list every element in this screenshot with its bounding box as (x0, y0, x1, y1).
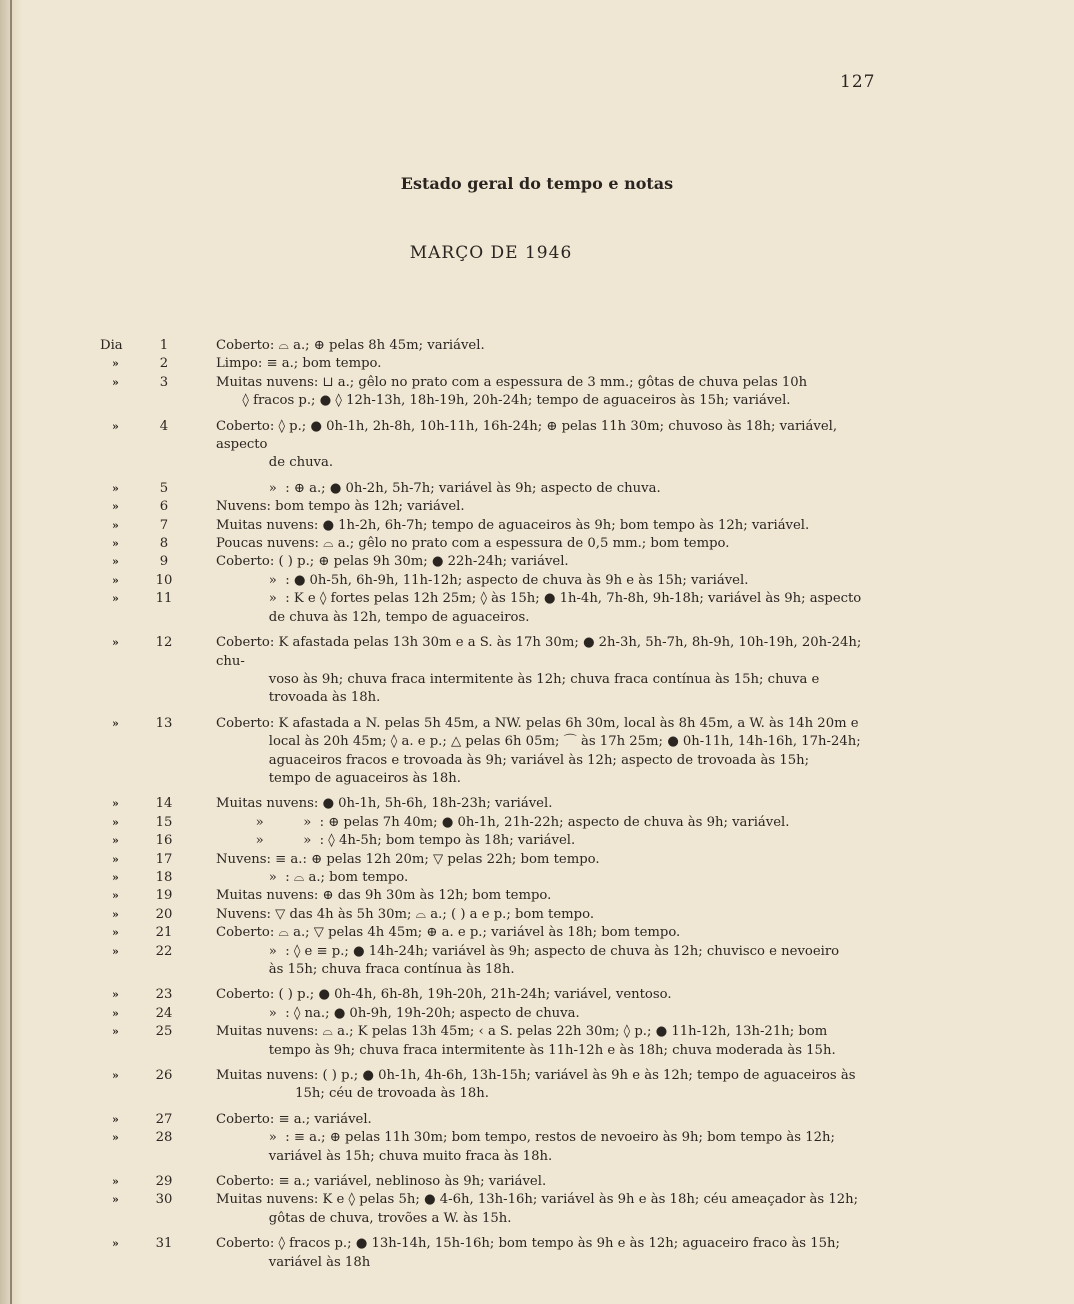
entry-row (0, 1023, 1074, 1060)
day-number: 16 (155, 833, 173, 849)
entries-list (0, 337, 1074, 1279)
entry-row (0, 572, 1074, 590)
entry-line: de chuva. (216, 455, 334, 471)
entry-row (0, 851, 1074, 869)
entry-text (216, 374, 876, 411)
entry-line: aguaceiros fracos e trovoada às 9h; variável às 12h; aspecto de trovoada às 15h; (216, 752, 810, 768)
dia-label: Dia (100, 338, 123, 353)
day-number: 28 (155, 1130, 173, 1146)
entry-line: gôtas de chuva, trovões a W. às 15h. (216, 1210, 512, 1226)
entry-line: Nuvens: ▽ das 4h às 5h 30m; ⌓ a.; ( ) a e p.; bom tempo. (216, 906, 595, 922)
entry-row (0, 924, 1074, 942)
entry-row (0, 1111, 1074, 1129)
day-number: 10 (155, 572, 173, 588)
entry-line: variável às 15h; chuva muito fraca às 18h. (216, 1148, 553, 1164)
entry-row (0, 869, 1074, 887)
entry-line: » : ◊ na.; ● 0h-9h, 19h-20h; aspecto de chuva. (216, 1005, 580, 1021)
entry-row (0, 906, 1074, 924)
entry-line: Nuvens: ≡ a.: ⊕ pelas 12h 20m; ▽ pelas 22h; bom tempo. (216, 851, 600, 867)
repeat-mark: » (112, 357, 119, 371)
entry-row (0, 1235, 1074, 1272)
entry-text (216, 572, 876, 590)
entry-line: » : K e ◊ fortes pelas 12h 25m; ◊ às 15h; ● 1h-4h, 7h-8h, 9h-18h; variável às 9h; aspecto (216, 591, 862, 607)
entry-line: local às 20h 45m; ◊ a. e p.; △ pelas 6h 05m; ⌒ às 17h 25m; ● 0h-11h, 14h-16h, 17h-24h; (216, 734, 861, 750)
repeat-mark: » (112, 1006, 119, 1020)
entry-row (0, 986, 1074, 1004)
entry-line: tempo de aguaceiros às 18h. (216, 770, 461, 786)
entry-line: Muitas nuvens: ● 1h-2h, 6h-7h; tempo de aguaceiros às 9h; bom tempo às 12h; variável. (216, 517, 810, 533)
day-number: 25 (155, 1024, 173, 1040)
day-number: 11 (155, 591, 173, 607)
entry-row (0, 1067, 1074, 1104)
entry-spacer (0, 1228, 1074, 1235)
entry-row (0, 1191, 1074, 1228)
entry-text (216, 869, 876, 887)
entry-row (0, 590, 1074, 627)
entry-text (216, 906, 876, 924)
entry-spacer (0, 979, 1074, 986)
repeat-mark: » (112, 944, 119, 958)
day-number: 7 (159, 517, 169, 533)
entry-line: Coberto: ⌓ a.; ▽ pelas 4h 45m; ⊕ a. e p.; variável às 18h; bom tempo. (216, 925, 681, 941)
entry-line: de chuva às 12h, tempo de aguaceiros. (216, 609, 530, 625)
entry-row (0, 337, 1074, 355)
entry-line: variável às 18h (216, 1254, 371, 1270)
entry-row (0, 517, 1074, 535)
entry-line: Muitas nuvens: ⌓ a.; K pelas 13h 45m; ‹ a S. pelas 22h 30m; ◊ p.; ● 11h-12h, 13h-21h; bom (216, 1024, 828, 1040)
day-number: 5 (159, 480, 169, 496)
entry-line: Coberto: ⌓ a.; ⊕ pelas 8h 45m; variável. (216, 338, 485, 353)
entry-line: Coberto: K afastada pelas 13h 30m e a S. às 17h 30m; ● 2h-3h, 5h-7h, 8h-9h, 10h-19h, 20h-24h; chu- (216, 635, 862, 669)
entry-text (216, 1129, 876, 1166)
entry-text (216, 480, 876, 498)
page-number: 127 (840, 72, 876, 92)
day-number: 23 (155, 987, 173, 1003)
entry-row (0, 374, 1074, 411)
entry-text (216, 924, 876, 942)
entry-line: voso às 9h; chuva fraca intermitente às 12h; chuva fraca contínua às 15h; chuva e (216, 671, 820, 687)
entry-line: » : ◊ e ≡ p.; ● 14h-24h; variável às 9h; aspecto de chuva às 12h; chuvisco e nevoeiro (216, 943, 840, 959)
month-heading: MARÇO DE 1946 (409, 243, 573, 263)
repeat-mark: » (112, 889, 119, 903)
entry-line: » : ⊕ a.; ● 0h-2h, 5h-7h; variável às 9h; aspecto de chuva. (216, 480, 661, 496)
repeat-mark: » (112, 1025, 119, 1039)
repeat-mark: » (112, 907, 119, 921)
repeat-mark: » (112, 1069, 119, 1083)
entry-line: » : ≡ a.; ⊕ pelas 11h 30m; bom tempo, restos de nevoeiro às 9h; bom tempo às 12h; (216, 1130, 835, 1146)
repeat-mark: » (112, 592, 119, 606)
entry-line: 15h; céu de trovoada às 18h. (216, 1086, 489, 1102)
entry-line: Poucas nuvens: ⌓ a.; gêlo no prato com a espessura de 0,5 mm.; bom tempo. (216, 536, 730, 552)
entry-text (216, 418, 876, 473)
section-heading: Estado geral do tempo e notas (400, 174, 674, 193)
repeat-mark: » (112, 636, 119, 650)
day-number: 29 (155, 1174, 173, 1190)
entry-line: Muitas nuvens: ● 0h-1h, 5h-6h, 18h-23h; variável. (216, 796, 553, 812)
day-number: 14 (155, 796, 173, 812)
day-number: 4 (159, 418, 169, 434)
entry-line: trovoada às 18h. (216, 690, 381, 706)
entry-row (0, 715, 1074, 789)
entry-line: ◊ fracos p.; ● ◊ 12h-13h, 18h-19h, 20h-24h; tempo de aguaceiros às 15h; variável. (216, 393, 791, 409)
entry-text (216, 1023, 876, 1060)
entry-line: » » : ⊕ pelas 7h 40m; ● 0h-1h, 21h-22h; aspecto de chuva às 9h; variável. (216, 814, 790, 830)
entry-text (216, 517, 876, 535)
repeat-mark: » (112, 518, 119, 532)
entry-line: Coberto: ≡ a.; variável, neblinoso às 9h; variável. (216, 1174, 547, 1190)
entry-text (216, 795, 876, 813)
entry-line: » » : ◊ 4h-5h; bom tempo às 18h; variável. (216, 833, 576, 849)
day-number: 6 (159, 499, 169, 515)
entry-text (216, 355, 876, 373)
day-number: 1 (159, 338, 169, 353)
day-number: 15 (155, 814, 173, 830)
entry-line: » : ⌓ a.; bom tempo. (216, 869, 409, 885)
entry-line: Coberto: K afastada a N. pelas 5h 45m, a NW. pelas 6h 30m, local às 8h 45m, a W. às 14h 20m e (216, 715, 859, 731)
entry-spacer (0, 627, 1074, 634)
entry-line: Coberto: ( ) p.; ● 0h-4h, 6h-8h, 19h-20h, 21h-24h; variável, ventoso. (216, 987, 672, 1003)
entry-spacer (0, 473, 1074, 480)
entry-spacer (0, 1272, 1074, 1279)
entry-line: Coberto: ≡ a.; variável. (216, 1111, 372, 1127)
entry-text (216, 535, 876, 553)
entry-text (216, 814, 876, 832)
day-number: 30 (155, 1192, 173, 1208)
entry-text (216, 590, 876, 627)
entry-row (0, 814, 1074, 832)
entry-spacer (0, 1060, 1074, 1067)
entry-text (216, 943, 876, 980)
day-number: 20 (155, 906, 173, 922)
entry-row (0, 418, 1074, 473)
day-number: 22 (155, 943, 173, 959)
entry-text (216, 1111, 876, 1129)
repeat-mark: » (112, 834, 119, 848)
repeat-mark: » (112, 797, 119, 811)
entry-text (216, 1067, 876, 1104)
repeat-mark: » (112, 1131, 119, 1145)
entry-text (216, 851, 876, 869)
entry-text (216, 715, 876, 789)
day-number: 17 (155, 851, 173, 867)
entry-spacer (0, 1104, 1074, 1111)
repeat-mark: » (112, 481, 119, 495)
entry-row (0, 498, 1074, 516)
entry-line: Coberto: ◊ p.; ● 0h-1h, 2h-8h, 10h-11h, 16h-24h; ⊕ pelas 11h 30m; chuvoso às 18h; variável, aspecto (216, 418, 838, 453)
repeat-mark: » (112, 1175, 119, 1189)
repeat-mark: » (112, 852, 119, 866)
entry-text (216, 1235, 876, 1272)
entry-line: tempo às 9h; chuva fraca intermitente às 11h-12h e às 18h; chuva moderada às 15h. (216, 1042, 836, 1058)
entry-row (0, 832, 1074, 850)
repeat-mark: » (112, 1237, 119, 1251)
repeat-mark: » (112, 573, 119, 587)
entry-row (0, 887, 1074, 905)
entry-line: Muitas nuvens: ⊕ das 9h 30m às 12h; bom tempo. (216, 888, 552, 904)
entry-row (0, 355, 1074, 373)
entry-spacer (0, 411, 1074, 418)
entry-line: Coberto: ( ) p.; ⊕ pelas 9h 30m; ● 22h-24h; variável. (216, 554, 569, 570)
day-number: 3 (159, 374, 169, 390)
day-number: 2 (159, 356, 169, 372)
entry-row (0, 1129, 1074, 1166)
entry-spacer (0, 788, 1074, 795)
repeat-mark: » (112, 988, 119, 1002)
entry-text (216, 337, 876, 355)
entry-text (216, 1191, 876, 1228)
entry-line: às 15h; chuva fraca contínua às 18h. (216, 962, 515, 977)
entry-spacer (0, 708, 1074, 715)
repeat-mark: » (112, 870, 119, 884)
entry-row (0, 535, 1074, 553)
day-number: 26 (155, 1068, 173, 1084)
day-number: 27 (155, 1111, 173, 1127)
entry-text (216, 634, 876, 708)
repeat-mark: » (112, 500, 119, 514)
repeat-mark: » (112, 716, 119, 730)
repeat-mark: » (112, 926, 119, 940)
entry-text (216, 986, 876, 1004)
entry-line: Muitas nuvens: K e ◊ pelas 5h; ● 4-6h, 13h-16h; variável às 9h e às 18h; céu ameaçador às 12h; (216, 1192, 859, 1208)
day-number: 24 (155, 1005, 173, 1021)
entry-text (216, 887, 876, 905)
entry-row (0, 634, 1074, 708)
repeat-mark: » (112, 815, 119, 829)
entry-line: » : ● 0h-5h, 6h-9h, 11h-12h; aspecto de chuva às 9h e às 15h; variável. (216, 572, 749, 588)
entry-text (216, 1173, 876, 1191)
entry-line: Coberto: ◊ fracos p.; ● 13h-14h, 15h-16h; bom tempo às 9h e às 12h; aguaceiro fraco às 15h; (216, 1236, 840, 1252)
entry-row (0, 480, 1074, 498)
entry-spacer (0, 1166, 1074, 1173)
entry-line: Nuvens: bom tempo às 12h; variável. (216, 499, 465, 515)
day-number: 19 (155, 888, 173, 904)
day-number: 31 (155, 1236, 173, 1252)
day-number: 8 (159, 536, 169, 552)
repeat-mark: » (112, 555, 119, 569)
entry-line: Muitas nuvens: ⊔ a.; gêlo no prato com a espessura de 3 mm.; gôtas de chuva pelas 10h (216, 374, 808, 390)
entry-text (216, 498, 876, 516)
entry-row (0, 943, 1074, 980)
day-number: 21 (155, 925, 173, 941)
entry-text (216, 553, 876, 571)
repeat-mark: » (112, 375, 119, 389)
day-number: 13 (155, 715, 173, 731)
repeat-mark: » (112, 1193, 119, 1207)
day-number: 9 (159, 554, 169, 570)
day-number: 18 (155, 869, 173, 885)
entry-line: Muitas nuvens: ( ) p.; ● 0h-1h, 4h-6h, 13h-15h; variável às 9h e às 12h; tempo de aguaceiros às (216, 1068, 856, 1084)
repeat-mark: » (112, 1112, 119, 1126)
entry-row (0, 795, 1074, 813)
entry-line: Limpo: ≡ a.; bom tempo. (216, 356, 382, 372)
entry-text (216, 1005, 876, 1023)
entry-row (0, 553, 1074, 571)
entry-text (216, 832, 876, 850)
repeat-mark: » (112, 537, 119, 551)
entry-row (0, 1173, 1074, 1191)
repeat-mark: » (112, 419, 119, 433)
entry-row (0, 1005, 1074, 1023)
day-number: 12 (155, 635, 173, 651)
